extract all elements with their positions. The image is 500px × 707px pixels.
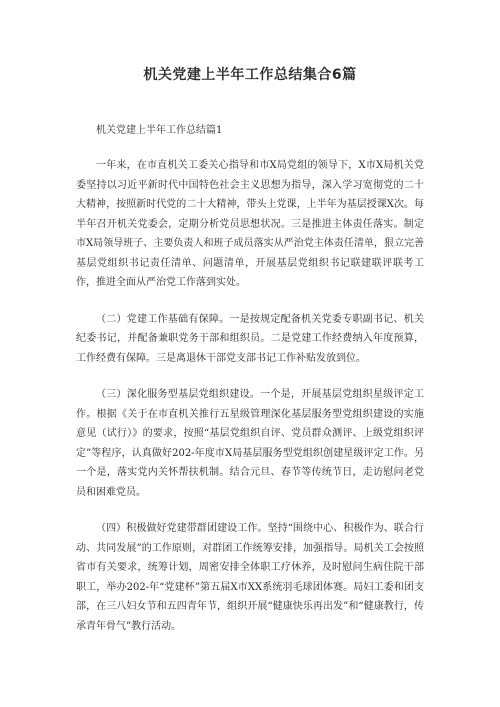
document-body bbox=[76, 122, 424, 636]
paragraph-section-3: （三）深化服务型基层党组织建设。一个是，开展基层党组织星级评定工作。根据《关于在市直机关推行五星级管理深化基层服务型党组织建设的实施意见（试行）》的要求，按照“基层党组织自评、党员群众测评、上级党组织评定”等程序，认真做好202-年度市X局基层服务型党组织创建星级评定工作。另一个是，落实党内关怀帮扶机制。结合元旦、春节等传统节日，走访慰问老党员和困难党员。 bbox=[76, 389, 424, 498]
paragraph-intro: 一年来，在市直机关工委关心指导和市X局党组的领导下，X市X局机关党委坚持以习近平新时代中国特色社会主义思想为指导，深入学习宽彻党的二十大精神，按照新时代党的二十大精神，带头上党课，上半年为基层授课X次。每半年召开机关党委会，定期分析党员思想状况。三是推进主体责任落实。制定市X局领导班子、主要负责人和班子成员落实从严治党主体责任清单，狠立完善基层党组织书记责任清单、问题清单，开展基层党组织书记联建联评联考工作，推进全面从严治党工作落到实处。 bbox=[76, 160, 424, 288]
document-title: 机关党建上半年工作总结集合6篇 bbox=[143, 67, 357, 83]
paragraph-section-2: （二）党建工作基础有保障。一是按规定配备机关党委专职副书记、机关纪委书记，并配备兼职党务干部和组织员。二是党建工作经费纳入年度预算，工作经费有保障。三是离退休干部党支部书记工作补贴发放到位。 bbox=[76, 313, 424, 364]
paragraph-section-4: （四）积极做好党建带群团建设工作。坚持“围绕中心、积极作为、联合行动、共同发展”的工作原则，对群团工作统筹安排，加强指导。局机关工会按照省市有关要求，统筹计划，周密安排全体职工疗休养，及时慰问生病住院干部职工，举办202-年“党建杯”第五届X市XX系统羽毛球团体赛。局妇工委和团支部，在三八妇女节和五四青年节，组织开展“健康快乐再出发”和“健康教行，传承青年骨气”教行活动。 bbox=[76, 523, 424, 632]
section-heading: 机关党建上半年工作总结篇1 bbox=[96, 125, 223, 136]
